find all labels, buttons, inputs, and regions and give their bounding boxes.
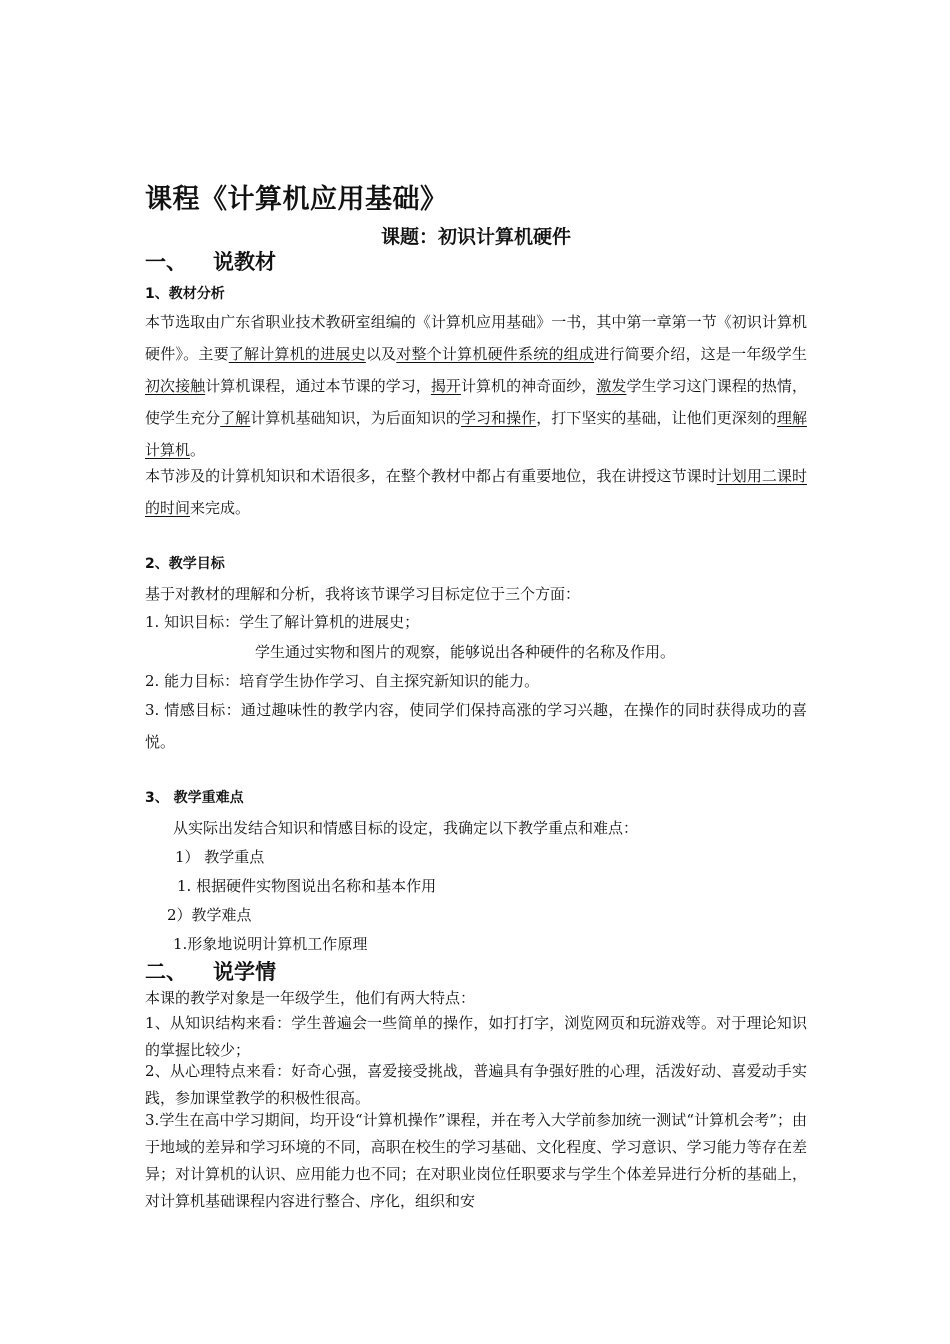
section-2-number: 二、: [145, 960, 187, 984]
underlined-text: 学习和操作: [460, 409, 537, 427]
course-title: 课程《计算机应用基础》: [145, 184, 448, 215]
objective-emotion: 3. 情感目标：通过趣味性的教学内容，使同学们保持高涨的学习兴趣，在操作的同时获得成功的喜悦。: [145, 701, 807, 751]
objective-knowledge-continued: 学生通过实物和图片的观察，能够说出各种硬件的名称及作用。: [255, 643, 676, 661]
section-1-heading: [145, 247, 807, 277]
learner-analysis-point-3: 3.学生在高中学习期间，均开设“计算机操作”课程，并在考入大学前参加统一测试“计算机会考”；由于地域的差异和学习环境的不同，高职在校生的学习基础、文化程度、学习意识、学习能力等存在差异；对计算机的认识、应用能力也不同；在对职业岗位任职要求与学生个体差异进行分析的基础上，对计算机基础课程内容进行整合、序化，组织和安: [145, 1111, 807, 1210]
section-1-title: 说教材: [213, 250, 276, 274]
underlined-text: 激发: [596, 377, 627, 395]
objectives-intro: 基于对教材的理解和分析，我将该节课学习目标定位于三个方面：: [145, 585, 581, 603]
textbook-analysis-paragraph-1: 本节选取由广东省职业技术教研室组编的《计算机应用基础》一书，其中第一章第一节《初识计算机硬件》。主要了解计算机的进展史以及对整个计算机硬件系统的组成进行简要介绍，这是一年级学生初次接触计算机课程，通过本节课的学习，揭开计算机的神奇面纱，激发学生学习这门课程的热情，使学生充分了解计算机基础知识，为后面知识的学习和操作，打下坚实的基础，让他们更深刻的理解计算机。: [145, 313, 807, 459]
key-point-heading: 1） 教学重点: [175, 848, 265, 866]
difficult-point-heading: 2）教学难点: [167, 906, 252, 924]
difficult-point-item: 1.形象地说明计算机工作原理: [173, 935, 368, 953]
key-points-intro: 从实际出发结合知识和情感目标的设定，我确定以下教学重点和难点：: [173, 819, 639, 837]
key-point-item: 1. 根据硬件实物图说出名称和基本作用: [177, 877, 437, 895]
subsection-3-heading: 3、 教学重难点: [145, 790, 244, 806]
section-2-heading: [145, 957, 807, 987]
subsection-1-heading: 1、教材分析: [145, 286, 225, 302]
underlined-text: 计划用二课时的时间: [145, 467, 807, 517]
underlined-text: 揭开: [430, 377, 461, 395]
underlined-text: 对整个计算机硬件系统的组成: [396, 345, 595, 363]
learner-analysis-point-1: 1、从知识结构来看：学生普遍会一些简单的操作，如打打字，浏览网页和玩游戏等。对于理论知识的掌握比较少；: [145, 1014, 807, 1059]
section-2-title: 说学情: [213, 960, 276, 984]
objective-knowledge: 1. 知识目标：学生了解计算机的进展史；: [145, 613, 420, 631]
learner-analysis-point-2: 2、从心理特点来看：好奇心强，喜爱接受挑战，普遍具有争强好胜的心理，活泼好动、喜爱动手实践，参加课堂教学的积极性很高。: [145, 1062, 807, 1107]
underlined-text: 了解: [220, 409, 251, 427]
underlined-text: 了解计算机的进展史: [228, 345, 366, 363]
learner-analysis-intro: 本课的教学对象是一年级学生，他们有两大特点：: [145, 989, 476, 1007]
subsection-2-heading: 2、教学目标: [145, 556, 225, 572]
textbook-analysis-paragraph-2: 本节涉及的计算机知识和术语很多，在整个教材中都占有重要地位，我在讲授这节课时计划用二课时的时间来完成。: [145, 467, 807, 517]
objective-ability: 2. 能力目标：培育学生协作学习、自主探究新知识的能力。: [145, 672, 540, 690]
underlined-text: 初次接触: [145, 377, 206, 395]
section-1-number: 一、: [145, 250, 187, 274]
lesson-title: 课题：初识计算机硬件: [380, 226, 571, 248]
underlined-text: 理解计算机: [145, 409, 807, 459]
